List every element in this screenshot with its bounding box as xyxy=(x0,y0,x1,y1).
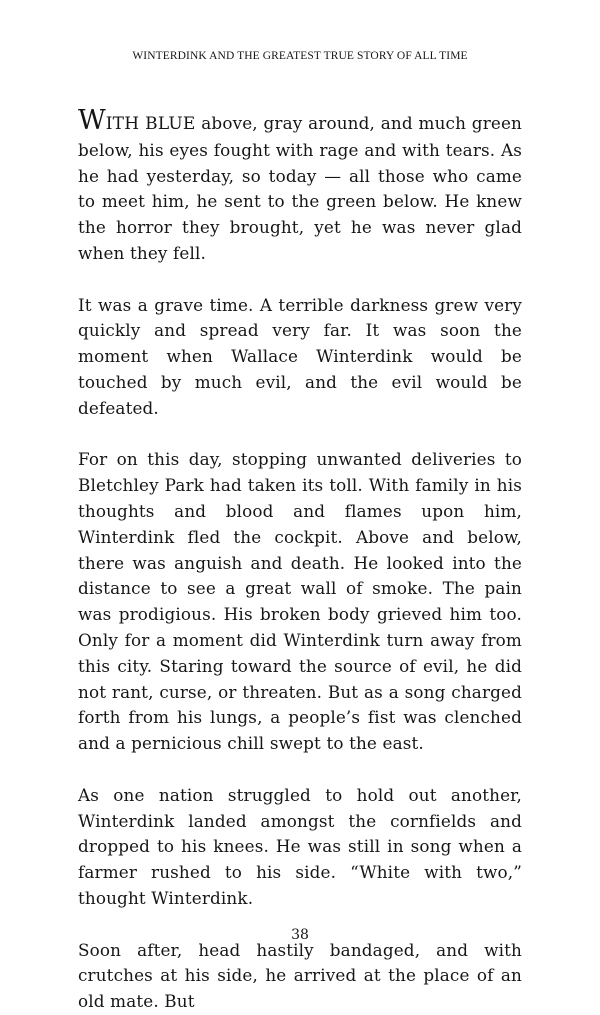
paragraph-5: Soon after, head hastily bandaged, and with crutches at his side, he arrived at the place of an old mate. But xyxy=(78,939,522,1012)
initial-letter: W xyxy=(78,105,106,136)
paragraph-4: As one nation struggled to hold out another, Winterdink landed amongst the cornfields and dropped to his knees. He was still in song when a farmer rushed to his side. “White with two,” thought Winterdink. xyxy=(78,784,522,908)
paragraph-1-text: above, gray around, and much green below, his eyes fought with rage and with tears. As he had yesterday, so today — all those who came to meet him, he sent to the green below. He knew the horror they brought, yet he was never glad when they fell. xyxy=(78,113,522,263)
page-number: 38 xyxy=(291,927,309,943)
paragraph-1 xyxy=(78,105,522,267)
running-head: WINTERDINK AND THE GREATEST TRUE STORY OF ALL TIME xyxy=(132,50,468,62)
paragraph-3: For on this day, stopping unwanted deliveries to Bletchley Park had taken its toll. With family in his thoughts and blood and flames upon him, Winterdink fled the cockpit. Above and below, there was anguish and death. He looked into the distance to see a great wall of smoke. The pain was prodigious. His broken body grieved him too. Only for a moment did Winterdink turn away from this city. Staring toward the source of evil, he did not rant, curse, or threaten. But as a song charged forth from his lungs, a people’s fist was clenched and a pernicious chill swept to the east. xyxy=(78,449,522,754)
paragraph-2: It was a grave time. A terrible darkness grew very quickly and spread very far. It was soon the moment when Wallace Winterdink would be touched by much evil, and the evil would be defeated. xyxy=(78,294,522,418)
body-text xyxy=(78,105,522,1015)
opening-small-caps: ITH BLUE xyxy=(105,114,196,134)
